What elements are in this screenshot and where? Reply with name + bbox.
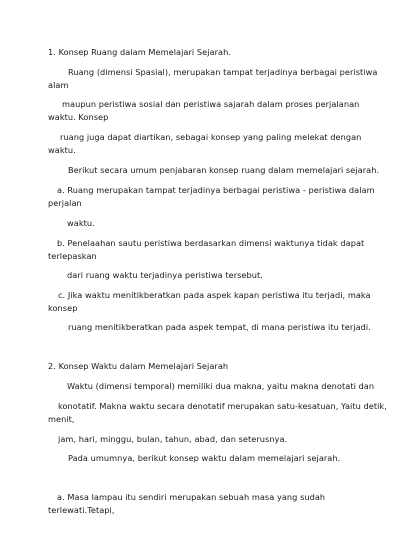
- paragraph-line: terlepaskan: [48, 251, 97, 261]
- paragraph-line: maupun peristiwa sosial dan peristiwa sajarah dalam proses perjalanan: [62, 99, 360, 109]
- list-item-c: c. Jika waktu menitikberatkan pada aspek kapan peristiwa itu terjadi, maka: [58, 290, 371, 300]
- paragraph-line: Pada umumnya, berikut konsep waktu dalam memelajari sejarah.: [68, 453, 341, 463]
- paragraph-line: waktu.: [48, 145, 76, 155]
- paragraph-line: ruang menitikberatkan pada aspek tempat, di mana peristiwa itu terjadi.: [68, 322, 371, 332]
- paragraph-line: Waktu (dimensi temporal) memiliki dua makna, yaitu makna denotati dan: [67, 381, 375, 391]
- list-item-b: b. Penelaahan sautu peristiwa berdasarkan dimensi waktunya tidak dapat: [57, 238, 365, 248]
- paragraph-line: waktu. Konsep: [48, 112, 109, 122]
- paragraph-line: perjalan: [48, 198, 82, 208]
- paragraph-line: ruang juga dapat diartikan, sebagai konsep yang paling melekat dengan: [60, 132, 362, 142]
- paragraph-line: alam: [48, 80, 69, 90]
- paragraph-line: konsep: [48, 303, 78, 313]
- paragraph-line: Ruang (dimensi Spasial), merupakan tampat terjadinya berbagai peristiwa: [68, 67, 378, 77]
- paragraph-line: Berikut secara umum penjabaran konsep ruang dalam memelajari sejarah.: [68, 165, 380, 175]
- list-item-a: a. Masa lampau itu sendiri merupakan sebuah masa yang sudah: [57, 492, 326, 502]
- paragraph-line: dari ruang waktu terjadinya peristiwa tersebut.: [67, 270, 263, 280]
- paragraph-line: waktu.: [67, 218, 95, 228]
- paragraph-line: terlewati.Tetapi,: [48, 505, 115, 515]
- paragraph-line: konotatif. Makna waktu secara denotatif merupakan satu-kesatuan, Yaitu detik,: [58, 401, 387, 411]
- section-2-heading: 2. Konsep Waktu dalam Memelajari Sejarah: [48, 361, 229, 371]
- paragraph-line: menit,: [48, 414, 75, 424]
- list-item-a: a. Ruang merupakan tampat terjadinya berbagai peristiwa - peristiwa dalam: [57, 185, 375, 195]
- paragraph-line: jam, hari, minggu, bulan, tahun, abad, dan seterusnya.: [58, 434, 288, 444]
- section-1-heading: 1. Konsep Ruang dalam Memelajari Sejarah.: [48, 47, 231, 57]
